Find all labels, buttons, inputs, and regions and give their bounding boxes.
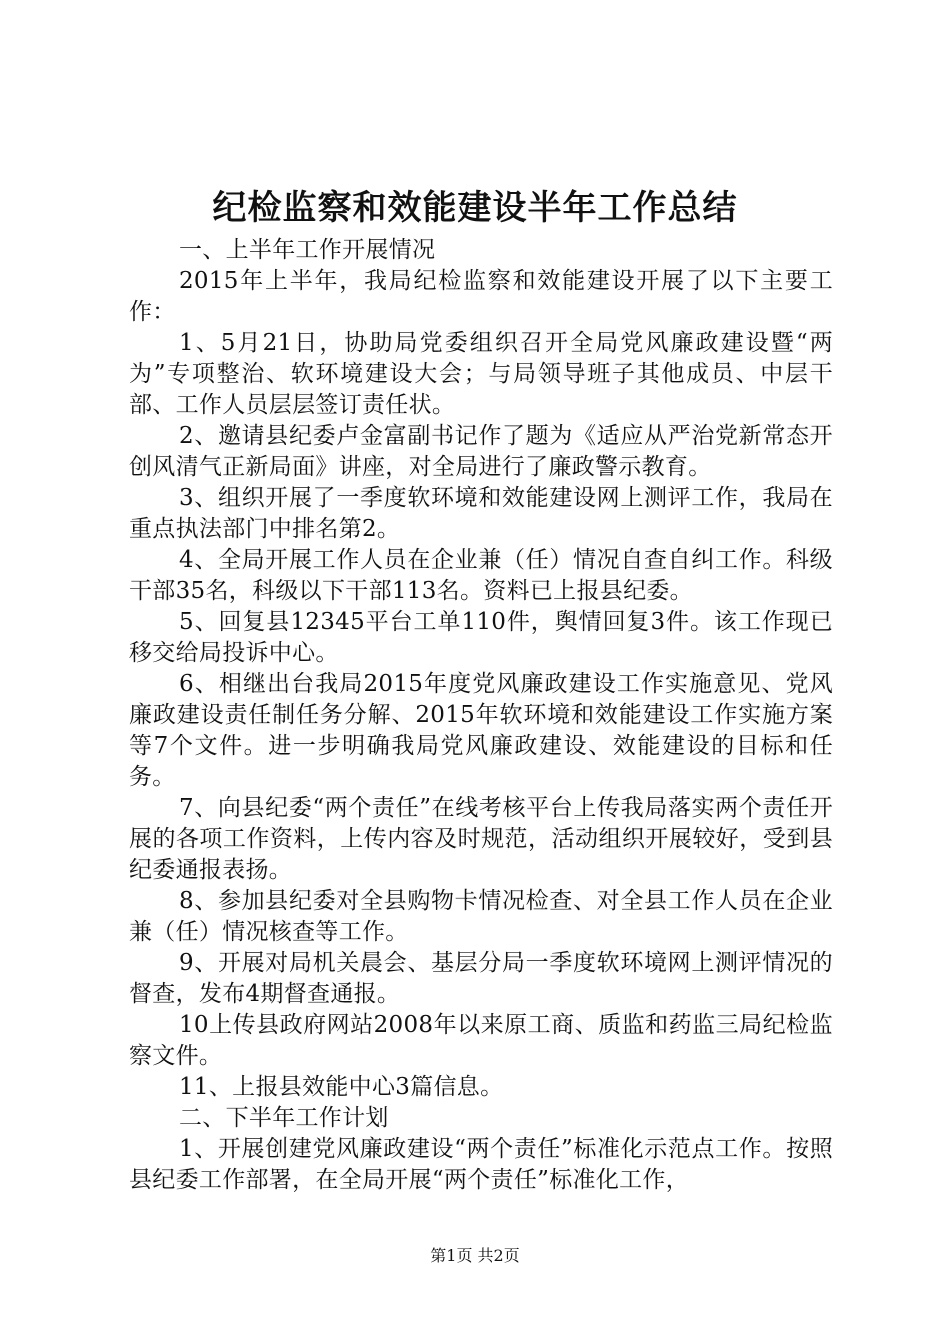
- page-number: 第1页 共2页: [430, 1246, 520, 1265]
- paragraph: 1、5月21日，协助局党委组织召开全局党风廉政建设暨“两为”专项整治、软环境建设大会；与局领导班子其他成员、中层干部、工作人员层层签订责任状。: [129, 330, 833, 418]
- document-title: 纪检监察和效能建设半年工作总结: [212, 188, 738, 228]
- paragraph: 2015年上半年，我局纪检监察和效能建设开展了以下主要工作：: [129, 268, 833, 325]
- paragraph: 7、向县纪委“两个责任”在线考核平台上传我局落实两个责任开展的各项工作资料，上传内容及时规范，活动组织开展较好，受到县纪委通报表扬。: [129, 795, 833, 883]
- page-footer: [0, 1244, 950, 1268]
- section-heading: 一、上半年工作开展情况: [179, 237, 436, 263]
- paragraph: 8、参加县纪委对全县购物卡情况检查、对全县工作人员在企业兼（任）情况核查等工作。: [129, 888, 833, 945]
- paragraph: 3、组织开展了一季度软环境和效能建设网上测评工作，我局在重点执法部门中排名第2。: [129, 485, 833, 542]
- paragraph: 4、全局开展工作人员在企业兼（任）情况自查自纠工作。科级干部35名，科级以下干部113名。资料已上报县纪委。: [129, 547, 833, 604]
- paragraph: 11、上报县效能中心3篇信息。: [179, 1074, 504, 1100]
- paragraph: 6、相继出台我局2015年度党风廉政建设工作实施意见、党风廉政建设责任制任务分解、2015年软环境和效能建设工作实施方案等7个文件。进一步明确我局党风廉政建设、效能建设的目标和任务。: [129, 671, 833, 790]
- document-body: [129, 235, 833, 1196]
- section-heading: 二、下半年工作计划: [179, 1105, 389, 1131]
- paragraph: 10上传县政府网站2008年以来原工商、质监和药监三局纪检监察文件。: [129, 1012, 833, 1069]
- paragraph: 9、开展对局机关晨会、基层分局一季度软环境网上测评情况的督查，发布4期督查通报。: [129, 950, 833, 1007]
- paragraph: 1、开展创建党风廉政建设“两个责任”标准化示范点工作。按照县纪委工作部署，在全局开展“两个责任”标准化工作，: [129, 1136, 833, 1193]
- paragraph: 2、邀请县纪委卢金富副书记作了题为《适应从严治党新常态开创风清气正新局面》讲座，对全局进行了廉政警示教育。: [129, 423, 833, 480]
- paragraph: 5、回复县12345平台工单110件，舆情回复3件。该工作现已移交给局投诉中心。: [129, 609, 833, 666]
